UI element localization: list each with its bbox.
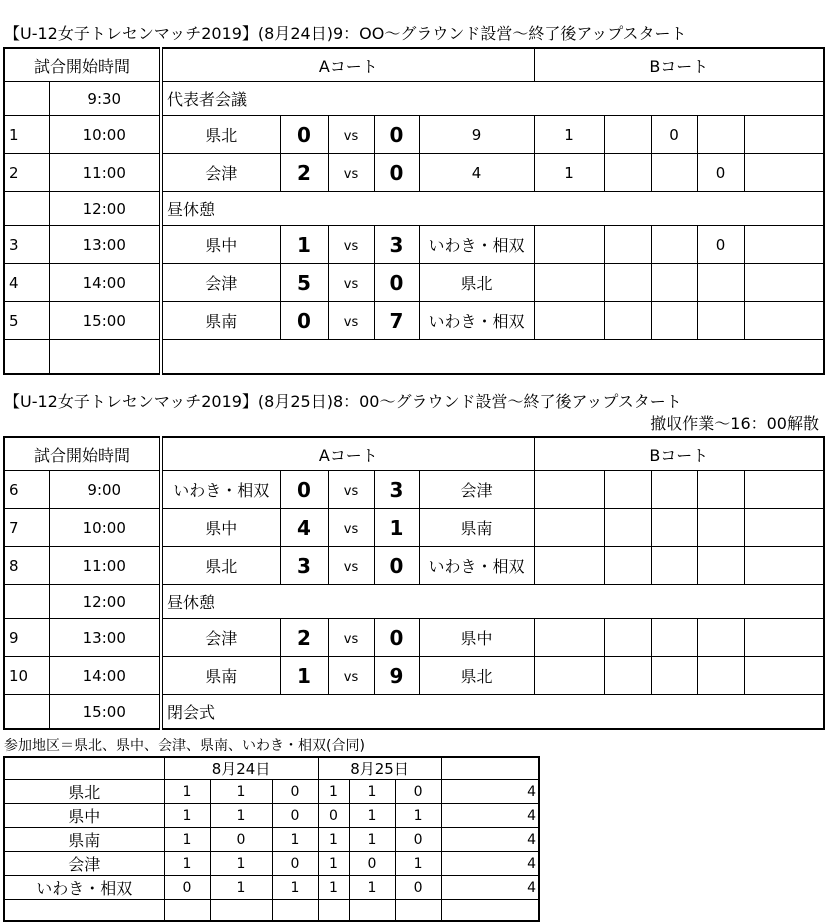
away-score: 0: [374, 116, 419, 154]
table-row: [4, 192, 824, 226]
court-b-header: Bコート: [534, 48, 824, 82]
away-team: 4: [419, 154, 534, 192]
court-b-cell: [534, 226, 604, 264]
region-name: 県南: [4, 828, 164, 852]
home-score: 1: [280, 657, 328, 695]
vs-label: vs: [328, 226, 374, 264]
count-cell: 1: [349, 780, 395, 804]
court-b-cell: [651, 619, 697, 657]
vs-label: vs: [328, 264, 374, 302]
region-name: いわき・相双: [4, 876, 164, 900]
match-time: 10:00: [49, 116, 161, 154]
count-cell: 0: [272, 804, 318, 828]
table-row: [4, 509, 824, 547]
participants-table: [3, 756, 540, 922]
vs-label: vs: [328, 657, 374, 695]
table-row: [4, 828, 539, 852]
court-b-cell: [697, 471, 744, 509]
home-team: いわき・相双: [161, 471, 280, 509]
court-b-cell: [744, 509, 824, 547]
count-cell: 0: [318, 804, 349, 828]
court-b-cell: [744, 619, 824, 657]
match-time: 13:00: [49, 226, 161, 264]
court-b-cell: 0: [697, 226, 744, 264]
match-no: 8: [4, 547, 49, 585]
count-cell: 0: [349, 852, 395, 876]
court-b-cell: [651, 509, 697, 547]
vs-label: vs: [328, 116, 374, 154]
away-team: 県南: [419, 509, 534, 547]
court-b-cell: 1: [534, 154, 604, 192]
away-score: 3: [374, 226, 419, 264]
court-b-cell: [697, 302, 744, 340]
home-score: 2: [280, 154, 328, 192]
day2-title: 【U-12女子トレセンマッチ2019】(8月25日)8：00～グラウンド設営～終了後アップスタート: [4, 392, 682, 411]
court-b-cell: [604, 657, 651, 695]
court-b-cell: [744, 154, 824, 192]
table-row: [4, 226, 824, 264]
day2-subtitle: 撤収作業～16：00解散: [650, 414, 819, 433]
day1-title: 【U-12女子トレセンマッチ2019】(8月24日)9：OO～グラウンド設営～終了後アップスタート: [4, 24, 687, 43]
match-time: 9:00: [49, 471, 161, 509]
match-time: [49, 340, 161, 375]
total-cell: 4: [441, 828, 539, 852]
match-no: [4, 340, 49, 375]
court-b-cell: [651, 302, 697, 340]
participants-title: 参加地区＝県北、県中、会津、県南、いわき・相双(合同): [4, 738, 365, 754]
count-cell: 1: [395, 804, 441, 828]
match-no: [4, 585, 49, 619]
count-cell: 1: [210, 780, 272, 804]
table-row: [4, 340, 824, 375]
court-b-cell: [534, 619, 604, 657]
court-b-cell: [651, 154, 697, 192]
match-no: 2: [4, 154, 49, 192]
table-row: [4, 876, 539, 900]
count-cell: 0: [164, 876, 210, 900]
away-team: 9: [419, 116, 534, 154]
region-name: 県中: [4, 804, 164, 828]
court-b-cell: [697, 619, 744, 657]
count-cell: 1: [164, 780, 210, 804]
match-time: 12:00: [49, 192, 161, 226]
count-cell: 1: [318, 852, 349, 876]
court-b-cell: 0: [697, 154, 744, 192]
match-no: [4, 695, 49, 730]
count-cell: 0: [272, 852, 318, 876]
count-cell: 1: [349, 876, 395, 900]
home-team: 県中: [161, 509, 280, 547]
away-team: いわき・相双: [419, 226, 534, 264]
vs-label: vs: [328, 619, 374, 657]
court-a-header: Aコート: [161, 437, 534, 471]
match-no: 4: [4, 264, 49, 302]
event-label: [161, 340, 824, 375]
match-no: 5: [4, 302, 49, 340]
table-row: [4, 154, 824, 192]
table-row: [4, 695, 824, 730]
table-row: [4, 657, 824, 695]
match-no: [4, 192, 49, 226]
court-b-cell: [744, 547, 824, 585]
home-team: 会津: [161, 154, 280, 192]
count-cell: 1: [395, 852, 441, 876]
away-team: 県中: [419, 619, 534, 657]
event-label: 昼休憩: [161, 585, 824, 619]
match-no: 3: [4, 226, 49, 264]
total-cell: 4: [441, 876, 539, 900]
count-cell: 1: [210, 876, 272, 900]
court-b-cell: [744, 116, 824, 154]
court-b-cell: [604, 302, 651, 340]
court-b-cell: [604, 471, 651, 509]
count-cell: 1: [164, 804, 210, 828]
court-b-cell: [534, 302, 604, 340]
court-b-cell: [534, 509, 604, 547]
total-cell: 4: [441, 804, 539, 828]
vs-label: vs: [328, 154, 374, 192]
court-b-cell: 0: [651, 116, 697, 154]
count-cell: 1: [164, 828, 210, 852]
count-cell: 1: [349, 804, 395, 828]
court-b-cell: [697, 116, 744, 154]
court-b-cell: [697, 264, 744, 302]
court-b-cell: [651, 547, 697, 585]
home-team: 県北: [161, 547, 280, 585]
match-time: 13:00: [49, 619, 161, 657]
match-no: [4, 82, 49, 116]
count-cell: 1: [318, 780, 349, 804]
home-team: 県北: [161, 116, 280, 154]
count-cell: 1: [210, 852, 272, 876]
match-time: 9:30: [49, 82, 161, 116]
court-b-cell: [697, 547, 744, 585]
day1-schedule-table: [3, 47, 825, 375]
table-row: [4, 82, 824, 116]
day2-header: 8月25日: [318, 757, 441, 780]
table-row: [4, 264, 824, 302]
event-label: 昼休憩: [161, 192, 824, 226]
match-time: 14:00: [49, 264, 161, 302]
match-time: 15:00: [49, 302, 161, 340]
time-header: 試合開始時間: [4, 48, 161, 82]
home-team: 県南: [161, 657, 280, 695]
court-b-cell: [651, 264, 697, 302]
table-row: [4, 852, 539, 876]
away-score: 0: [374, 154, 419, 192]
table-row: [4, 780, 539, 804]
count-cell: 1: [318, 876, 349, 900]
match-no: 10: [4, 657, 49, 695]
count-cell: 1: [349, 828, 395, 852]
away-score: 9: [374, 657, 419, 695]
away-team: いわき・相双: [419, 302, 534, 340]
count-cell: 0: [395, 828, 441, 852]
vs-label: vs: [328, 509, 374, 547]
count-cell: 0: [210, 828, 272, 852]
vs-label: vs: [328, 302, 374, 340]
court-b-cell: [651, 471, 697, 509]
court-b-cell: [604, 509, 651, 547]
court-b-cell: [744, 302, 824, 340]
table-row: [4, 547, 824, 585]
table-row: [4, 619, 824, 657]
away-score: 0: [374, 547, 419, 585]
match-no: 7: [4, 509, 49, 547]
court-b-cell: [604, 116, 651, 154]
region-name: 会津: [4, 852, 164, 876]
home-score: 3: [280, 547, 328, 585]
court-b-cell: [604, 619, 651, 657]
home-team: 会津: [161, 619, 280, 657]
court-b-cell: 1: [534, 116, 604, 154]
table-row: [4, 471, 824, 509]
count-cell: 1: [164, 852, 210, 876]
court-b-cell: [697, 657, 744, 695]
time-header: 試合開始時間: [4, 437, 161, 471]
home-team: 会津: [161, 264, 280, 302]
court-b-cell: [534, 547, 604, 585]
vs-label: vs: [328, 471, 374, 509]
court-b-cell: [534, 471, 604, 509]
home-score: 2: [280, 619, 328, 657]
count-cell: 1: [210, 804, 272, 828]
away-score: 0: [374, 619, 419, 657]
court-b-cell: [534, 657, 604, 695]
home-score: 0: [280, 116, 328, 154]
court-b-cell: [604, 226, 651, 264]
home-team: 県中: [161, 226, 280, 264]
court-b-header: Bコート: [534, 437, 824, 471]
court-b-cell: [744, 226, 824, 264]
home-score: 0: [280, 471, 328, 509]
court-b-cell: [651, 657, 697, 695]
corner-cell: [4, 757, 164, 780]
match-no: 9: [4, 619, 49, 657]
away-score: 0: [374, 264, 419, 302]
table-row: [4, 585, 824, 619]
match-time: 12:00: [49, 585, 161, 619]
away-team: いわき・相双: [419, 547, 534, 585]
court-b-cell: [744, 264, 824, 302]
count-cell: 0: [395, 876, 441, 900]
total-header: [441, 757, 539, 780]
region-name: 県北: [4, 780, 164, 804]
home-team: 県南: [161, 302, 280, 340]
home-score: 1: [280, 226, 328, 264]
away-team: 会津: [419, 471, 534, 509]
table-row: [4, 804, 539, 828]
court-b-cell: [697, 509, 744, 547]
away-score: 1: [374, 509, 419, 547]
court-b-cell: [651, 226, 697, 264]
court-a-header: Aコート: [161, 48, 534, 82]
count-cell: 1: [272, 876, 318, 900]
match-time: 10:00: [49, 509, 161, 547]
day2-schedule-table: [3, 436, 825, 730]
count-cell: 1: [318, 828, 349, 852]
count-cell: 0: [395, 780, 441, 804]
home-score: 4: [280, 509, 328, 547]
total-cell: 4: [441, 780, 539, 804]
court-b-cell: [604, 154, 651, 192]
count-cell: 0: [272, 780, 318, 804]
home-score: 5: [280, 264, 328, 302]
match-time: 15:00: [49, 695, 161, 730]
court-b-cell: [744, 471, 824, 509]
table-row: [4, 302, 824, 340]
court-b-cell: [604, 547, 651, 585]
vs-label: vs: [328, 547, 374, 585]
match-time: 14:00: [49, 657, 161, 695]
match-time: 11:00: [49, 154, 161, 192]
home-score: 0: [280, 302, 328, 340]
event-label: 閉会式: [161, 695, 824, 730]
court-b-cell: [744, 657, 824, 695]
court-b-cell: [604, 264, 651, 302]
table-row: [4, 116, 824, 154]
court-b-cell: [534, 264, 604, 302]
count-cell: 1: [272, 828, 318, 852]
away-score: 7: [374, 302, 419, 340]
total-cell: 4: [441, 852, 539, 876]
away-team: 県北: [419, 264, 534, 302]
away-team: 県北: [419, 657, 534, 695]
away-score: 3: [374, 471, 419, 509]
event-label: 代表者会議: [161, 82, 824, 116]
day1-header: 8月24日: [164, 757, 318, 780]
match-time: 11:00: [49, 547, 161, 585]
match-no: 1: [4, 116, 49, 154]
match-no: 6: [4, 471, 49, 509]
